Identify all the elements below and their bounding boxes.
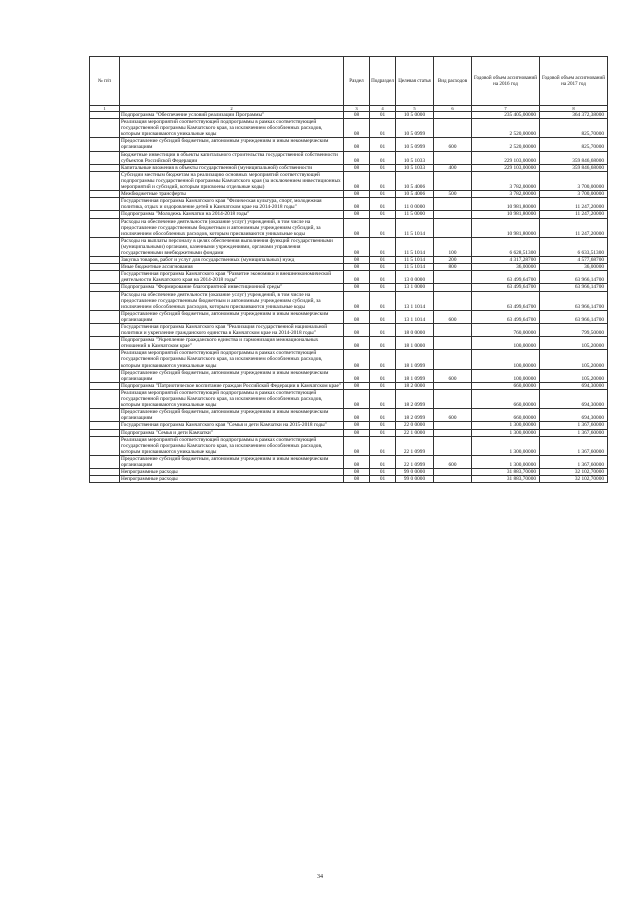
row-name: Расходы на выплаты персоналу в целях обеспечения выполнения функций государственными (муниципальными) органами, казенными учреждениями, органами управления государственными внебюджетными фондами — [120, 237, 344, 256]
column-number: 7 — [472, 106, 540, 112]
row-expense-type: 600 — [434, 455, 472, 468]
row-section: 08 — [344, 389, 370, 408]
row-sum-2016: 660,00000 — [472, 409, 540, 422]
row-expense-type: 600 — [434, 138, 472, 151]
table-row — [90, 138, 608, 151]
row-expense-type — [434, 382, 472, 389]
row-name: Предоставление субсидий бюджетным, автономным учреждениям и иным некоммерческим организациям — [120, 369, 344, 382]
header-article: Целевая статья — [396, 57, 434, 106]
row-article: 99 0 0000 — [396, 469, 434, 476]
row-number — [90, 119, 120, 138]
row-section: 08 — [344, 350, 370, 369]
table-row — [90, 429, 608, 436]
table-row — [90, 218, 608, 237]
row-subsection: 01 — [370, 218, 396, 237]
row-number — [90, 389, 120, 408]
row-section: 08 — [344, 455, 370, 468]
row-expense-type: 600 — [434, 369, 472, 382]
column-number: 3 — [344, 106, 370, 112]
row-name: Бюджетные инвестиции в объекты капитального строительства государственной собственности субъектов Российской Федерации — [120, 151, 344, 164]
page-number: 34 — [317, 874, 323, 880]
row-subsection: 01 — [370, 389, 396, 408]
row-sum-2017: 32 102,70000 — [540, 469, 608, 476]
row-number — [90, 324, 120, 337]
row-sum-2016: 235 405,00000 — [472, 112, 540, 119]
row-article: 13 0 0000 — [396, 271, 434, 284]
row-subsection: 01 — [370, 271, 396, 284]
row-name: Государственная программа Камчатского края "Развитие экономики и внешнеэкономической деятельности Камчатского края на 2014-2018 годы" — [120, 271, 344, 284]
row-article: 11 5 0000 — [396, 211, 434, 218]
row-subsection: 01 — [370, 422, 396, 429]
row-number — [90, 112, 120, 119]
row-sum-2017: 105,20000 — [540, 369, 608, 382]
row-number — [90, 436, 120, 455]
row-sum-2017: 825,70000 — [540, 119, 608, 138]
row-section: 08 — [344, 271, 370, 284]
row-expense-type — [434, 211, 472, 218]
row-article: 13 1 1014 — [396, 310, 434, 323]
row-sum-2016: 63 499,64700 — [472, 271, 540, 284]
row-name: Реализация мероприятий соответствующей подпрограммы в рамках соответствующей государственной программы Камчатского края, за исключением обособленных расходов, которым присваиваются уникальные коды — [120, 119, 344, 138]
row-article: 18 0 0000 — [396, 324, 434, 337]
row-section: 08 — [344, 436, 370, 455]
row-sum-2017: 11 247,20000 — [540, 198, 608, 211]
row-name: Предоставление субсидий бюджетным, автономным учреждениям и иным некоммерческим организациям — [120, 138, 344, 151]
row-name: Непрограммные расходы — [120, 476, 344, 483]
row-expense-type: 400 — [434, 164, 472, 171]
row-subsection: 01 — [370, 409, 396, 422]
row-subsection: 01 — [370, 138, 396, 151]
row-sum-2017: 11 247,20000 — [540, 211, 608, 218]
row-section: 08 — [344, 284, 370, 291]
table-row — [90, 264, 608, 271]
header-num: № п/п — [90, 57, 120, 106]
row-sum-2016: 10 981,80000 — [472, 211, 540, 218]
row-section: 08 — [344, 422, 370, 429]
table-row — [90, 324, 608, 337]
row-expense-type: 200 — [434, 257, 472, 264]
row-expense-type — [434, 422, 472, 429]
row-article: 18 2 0000 — [396, 382, 434, 389]
row-sum-2016: 660,00000 — [472, 389, 540, 408]
row-expense-type — [434, 436, 472, 455]
row-name: Подпрограмма "Обеспечение условий реализации Программы" — [120, 112, 344, 119]
header-name — [120, 57, 344, 106]
row-subsection: 01 — [370, 284, 396, 291]
row-expense-type: 600 — [434, 310, 472, 323]
row-expense-type — [434, 218, 472, 237]
row-article: 11 5 1014 — [396, 264, 434, 271]
row-name: Подпрограмма "Укрепление гражданского единства и гармонизация межнациональных отношений в Камчатском крае" — [120, 337, 344, 350]
row-subsection: 01 — [370, 211, 396, 218]
row-name: Предоставление субсидий бюджетным, автономным учреждениям и иным некоммерческим организациям — [120, 409, 344, 422]
header-row — [90, 57, 608, 106]
row-sum-2017: 799,50000 — [540, 324, 608, 337]
table-row — [90, 119, 608, 138]
row-number — [90, 237, 120, 256]
row-name: Расходы на обеспечение деятельности (оказание услуг) учреждений, в том числе на предоставление государственным бюджетным и автономным учреждениям субсидий, за исключением обособленных расходов, которым присваиваются уникальные коды — [120, 291, 344, 310]
row-subsection: 01 — [370, 151, 396, 164]
table-row — [90, 469, 608, 476]
row-sum-2016: 1 300,00000 — [472, 422, 540, 429]
row-article: 11 5 1014 — [396, 257, 434, 264]
row-name: Государственная программа Камчатского края "Реализация государственной национальной политики и укрепление гражданского единства в Камчатском крае на 2014-2018 годы" — [120, 324, 344, 337]
row-section: 08 — [344, 476, 370, 483]
row-number — [90, 198, 120, 211]
row-section: 08 — [344, 138, 370, 151]
row-sum-2016: 100,00000 — [472, 369, 540, 382]
row-article: 22 0 0000 — [396, 422, 434, 429]
row-sum-2016: 760,00000 — [472, 324, 540, 337]
row-number — [90, 382, 120, 389]
table-row — [90, 211, 608, 218]
row-name: Реализация мероприятий соответствующей подпрограммы в рамках соответствующей государственной программы Камчатского края, за исключением обособленных расходов, которым присваиваются уникальные коды — [120, 436, 344, 455]
row-article: 22 1 0000 — [396, 429, 434, 436]
row-expense-type — [434, 284, 472, 291]
row-sum-2016: 4 317,28700 — [472, 257, 540, 264]
row-section: 08 — [344, 310, 370, 323]
row-expense-type — [434, 171, 472, 190]
row-section: 08 — [344, 369, 370, 382]
row-subsection: 01 — [370, 429, 396, 436]
row-sum-2016: 63 499,64700 — [472, 291, 540, 310]
row-sum-2017: 6 633,51300 — [540, 237, 608, 256]
row-name: Подпрограмма "Патриотическое воспитание граждан Российской Федерации в Камчатском крае" — [120, 382, 344, 389]
row-subsection: 01 — [370, 119, 396, 138]
row-expense-type: 600 — [434, 409, 472, 422]
row-section: 08 — [344, 382, 370, 389]
row-subsection: 01 — [370, 257, 396, 264]
row-article: 18 1 0999 — [396, 369, 434, 382]
row-number — [90, 138, 120, 151]
row-section: 08 — [344, 324, 370, 337]
table-row — [90, 389, 608, 408]
header-section: Раздел — [344, 57, 370, 106]
row-sum-2016: 2 520,00000 — [472, 138, 540, 151]
row-expense-type: 800 — [434, 264, 472, 271]
row-subsection: 01 — [370, 164, 396, 171]
row-number — [90, 455, 120, 468]
row-subsection: 01 — [370, 112, 396, 119]
row-sum-2017: 1 367,60000 — [540, 422, 608, 429]
row-number — [90, 211, 120, 218]
row-subsection: 01 — [370, 436, 396, 455]
row-section: 08 — [344, 429, 370, 436]
table-row — [90, 291, 608, 310]
row-number — [90, 257, 120, 264]
row-section: 08 — [344, 151, 370, 164]
row-article: 11 0 0000 — [396, 198, 434, 211]
table-row — [90, 455, 608, 468]
row-sum-2016: 10 981,80000 — [472, 218, 540, 237]
row-article: 11 5 1014 — [396, 218, 434, 237]
row-number — [90, 369, 120, 382]
row-article: 10 5 4006 — [396, 191, 434, 198]
row-number — [90, 218, 120, 237]
row-expense-type — [434, 291, 472, 310]
row-sum-2016: 1 300,00000 — [472, 436, 540, 455]
row-article: 22 1 0999 — [396, 455, 434, 468]
row-subsection: 01 — [370, 198, 396, 211]
row-expense-type: 100 — [434, 237, 472, 256]
row-sum-2017: 105,20000 — [540, 337, 608, 350]
row-number — [90, 151, 120, 164]
row-article: 10 5 0999 — [396, 138, 434, 151]
row-section: 08 — [344, 237, 370, 256]
row-number — [90, 422, 120, 429]
row-number — [90, 350, 120, 369]
row-subsection: 01 — [370, 291, 396, 310]
row-article: 11 5 1014 — [396, 237, 434, 256]
row-sum-2017: 1 367,60000 — [540, 455, 608, 468]
row-article: 10 5 0000 — [396, 112, 434, 119]
row-expense-type — [434, 324, 472, 337]
row-number — [90, 171, 120, 190]
row-sum-2017: 32 102,70000 — [540, 476, 608, 483]
row-section: 08 — [344, 112, 370, 119]
row-sum-2017: 694,30000 — [540, 389, 608, 408]
row-article: 10 5 1033 — [396, 151, 434, 164]
row-name: Реализация мероприятий соответствующей подпрограммы в рамках соответствующей государственной программы Камчатского края, за исключением обособленных расходов, которым присваиваются уникальные коды — [120, 389, 344, 408]
row-article: 10 5 4006 — [396, 171, 434, 190]
row-expense-type — [434, 271, 472, 284]
row-sum-2017: 63 966,14700 — [540, 284, 608, 291]
table-row — [90, 422, 608, 429]
table-body — [90, 112, 608, 483]
row-sum-2017: 359 846,68000 — [540, 151, 608, 164]
row-section: 08 — [344, 257, 370, 264]
table-row — [90, 369, 608, 382]
row-sum-2016: 100,00000 — [472, 337, 540, 350]
row-expense-type — [434, 476, 472, 483]
row-subsection: 01 — [370, 469, 396, 476]
row-expense-type — [434, 469, 472, 476]
row-number — [90, 284, 120, 291]
row-name: Межбюджетные трансферты — [120, 191, 344, 198]
table-row — [90, 171, 608, 190]
row-name: Расходы на обеспечение деятельности (оказание услуг) учреждений, в том числе на предоставление государственным бюджетным и автономным учреждениям субсидий, за исключением обособленных расходов, которым присваиваются уникальные коды — [120, 218, 344, 237]
column-number: 6 — [434, 106, 472, 112]
row-name: Реализация мероприятий соответствующей подпрограммы в рамках соответствующей государственной программы Камчатского края, за исключением обособленных расходов, которым присваиваются уникальные коды — [120, 350, 344, 369]
row-section: 08 — [344, 218, 370, 237]
row-article: 18 2 0999 — [396, 389, 434, 408]
row-sum-2017: 825,70000 — [540, 138, 608, 151]
row-subsection: 01 — [370, 455, 396, 468]
row-number — [90, 310, 120, 323]
row-sum-2016: 3 782,00000 — [472, 171, 540, 190]
row-article: 18 2 0999 — [396, 409, 434, 422]
row-sum-2017: 3 700,00000 — [540, 171, 608, 190]
table-row — [90, 191, 608, 198]
row-sum-2016: 3 782,00000 — [472, 191, 540, 198]
table-row — [90, 112, 608, 119]
row-article: 18 1 0999 — [396, 350, 434, 369]
row-sum-2017: 4 577,68700 — [540, 257, 608, 264]
row-name: Субсидии местным бюджетам на реализацию основных мероприятий соответствующей подпрограммы государственной программы Камчатского края (за исключением инвестиционных мероприятий и субсидий, которым присвоены отдельные коды) — [120, 171, 344, 190]
header-subsection: Подраздел — [370, 57, 396, 106]
budget-table — [89, 56, 608, 483]
column-number: 5 — [396, 106, 434, 112]
row-name: Иные бюджетные ассигнования — [120, 264, 344, 271]
table-row — [90, 436, 608, 455]
row-name: Подпрограмма "Молодежь Камчатки на 2014-2018 годы" — [120, 211, 344, 218]
row-subsection: 01 — [370, 476, 396, 483]
row-expense-type: 500 — [434, 191, 472, 198]
row-section: 08 — [344, 191, 370, 198]
row-article: 13 1 0000 — [396, 284, 434, 291]
row-sum-2017: 1 367,60000 — [540, 429, 608, 436]
column-number: 2 — [120, 106, 344, 112]
column-number: 8 — [540, 106, 608, 112]
row-name: Непрограммные расходы — [120, 469, 344, 476]
row-sum-2016: 1 300,00000 — [472, 429, 540, 436]
table-row — [90, 337, 608, 350]
row-sum-2017: 105,20000 — [540, 350, 608, 369]
row-sum-2016: 660,00000 — [472, 382, 540, 389]
table-row — [90, 310, 608, 323]
row-sum-2016: 31 883,70000 — [472, 469, 540, 476]
row-name: Подпрограмма "Семья и дети Камчатки" — [120, 429, 344, 436]
table-row — [90, 350, 608, 369]
row-subsection: 01 — [370, 310, 396, 323]
row-sum-2016: 229 103,00000 — [472, 164, 540, 171]
row-section: 08 — [344, 119, 370, 138]
row-sum-2016: 229 103,00000 — [472, 151, 540, 164]
row-name: Закупка товаров, работ и услуг для государственных (муниципальных) нужд — [120, 257, 344, 264]
row-subsection: 01 — [370, 171, 396, 190]
table-row — [90, 237, 608, 256]
table-row — [90, 271, 608, 284]
row-subsection: 01 — [370, 237, 396, 256]
table-row — [90, 284, 608, 291]
row-number — [90, 264, 120, 271]
row-expense-type — [434, 337, 472, 350]
row-section: 08 — [344, 469, 370, 476]
row-sum-2016: 63 499,64700 — [472, 310, 540, 323]
row-subsection: 01 — [370, 191, 396, 198]
table-row — [90, 257, 608, 264]
row-expense-type — [434, 350, 472, 369]
row-name: Предоставление субсидий бюджетным, автономным учреждениям и иным некоммерческим организациям — [120, 455, 344, 468]
row-name: Государственная программа Камчатского края "Физическая культура, спорт, молодежная политика, отдых и оздоровление детей в Камчатском крае на 2014-2018 годы" — [120, 198, 344, 211]
row-expense-type — [434, 198, 472, 211]
row-sum-2017: 63 966,14700 — [540, 271, 608, 284]
header-sum-2017: Годовой объем ассигнований на 2017 год — [540, 57, 608, 106]
row-name: Капитальные вложения в объекты государственной (муниципальной) собственности — [120, 164, 344, 171]
column-number: 4 — [370, 106, 396, 112]
row-sum-2016: 36,00000 — [472, 264, 540, 271]
table-row — [90, 382, 608, 389]
row-subsection: 01 — [370, 264, 396, 271]
table-row — [90, 409, 608, 422]
row-number — [90, 164, 120, 171]
row-sum-2017: 63 966,14700 — [540, 291, 608, 310]
row-sum-2017: 694,30000 — [540, 409, 608, 422]
row-number — [90, 291, 120, 310]
row-article: 18 1 0000 — [396, 337, 434, 350]
row-number — [90, 191, 120, 198]
row-subsection: 01 — [370, 337, 396, 350]
row-sum-2016: 63 499,64700 — [472, 284, 540, 291]
row-number — [90, 469, 120, 476]
row-number — [90, 337, 120, 350]
row-number — [90, 409, 120, 422]
column-number: 1 — [90, 106, 120, 112]
row-section: 08 — [344, 164, 370, 171]
row-sum-2017: 1 367,60000 — [540, 436, 608, 455]
row-expense-type — [434, 429, 472, 436]
row-section: 08 — [344, 337, 370, 350]
row-sum-2017: 694,30000 — [540, 382, 608, 389]
row-sum-2016: 31 883,70000 — [472, 476, 540, 483]
row-section: 08 — [344, 264, 370, 271]
row-sum-2017: 364 372,38000 — [540, 112, 608, 119]
row-expense-type — [434, 112, 472, 119]
table-row — [90, 164, 608, 171]
row-name: Подпрограмма "Формирование благоприятной инвестиционной среды" — [120, 284, 344, 291]
row-subsection: 01 — [370, 350, 396, 369]
row-name: Предоставление субсидий бюджетным, автономным учреждениям и иным некоммерческим организациям — [120, 310, 344, 323]
row-sum-2016: 6 628,51300 — [472, 237, 540, 256]
row-section: 08 — [344, 198, 370, 211]
row-number — [90, 476, 120, 483]
row-sum-2016: 10 981,80000 — [472, 198, 540, 211]
header-sum-2016: Годовой объем ассигнований на 2016 год — [472, 57, 540, 106]
row-subsection: 01 — [370, 382, 396, 389]
row-sum-2017: 36,00000 — [540, 264, 608, 271]
row-section: 08 — [344, 171, 370, 190]
row-sum-2016: 1 300,00000 — [472, 455, 540, 468]
row-expense-type — [434, 119, 472, 138]
row-number — [90, 271, 120, 284]
row-section: 08 — [344, 291, 370, 310]
row-section: 08 — [344, 409, 370, 422]
row-sum-2017: 63 966,14700 — [540, 310, 608, 323]
table-row — [90, 476, 608, 483]
row-article: 13 1 1014 — [396, 291, 434, 310]
budget-table-container — [89, 56, 607, 483]
row-expense-type — [434, 389, 472, 408]
row-sum-2016: 2 520,00000 — [472, 119, 540, 138]
row-article: 10 5 0999 — [396, 119, 434, 138]
row-number — [90, 429, 120, 436]
row-subsection: 01 — [370, 324, 396, 337]
row-expense-type — [434, 151, 472, 164]
row-sum-2016: 100,00000 — [472, 350, 540, 369]
header-expense-type: Вид расходов — [434, 57, 472, 106]
row-article: 22 1 0999 — [396, 436, 434, 455]
row-article: 10 5 1033 — [396, 164, 434, 171]
table-row — [90, 198, 608, 211]
table-row — [90, 151, 608, 164]
row-section: 08 — [344, 211, 370, 218]
row-subsection: 01 — [370, 369, 396, 382]
row-sum-2017: 3 700,00000 — [540, 191, 608, 198]
row-sum-2017: 359 846,68000 — [540, 164, 608, 171]
row-name: Государственная программа Камчатского края "Семья и дети Камчатки на 2015-2018 годы" — [120, 422, 344, 429]
row-sum-2017: 11 247,20000 — [540, 218, 608, 237]
row-article: 99 0 0000 — [396, 476, 434, 483]
